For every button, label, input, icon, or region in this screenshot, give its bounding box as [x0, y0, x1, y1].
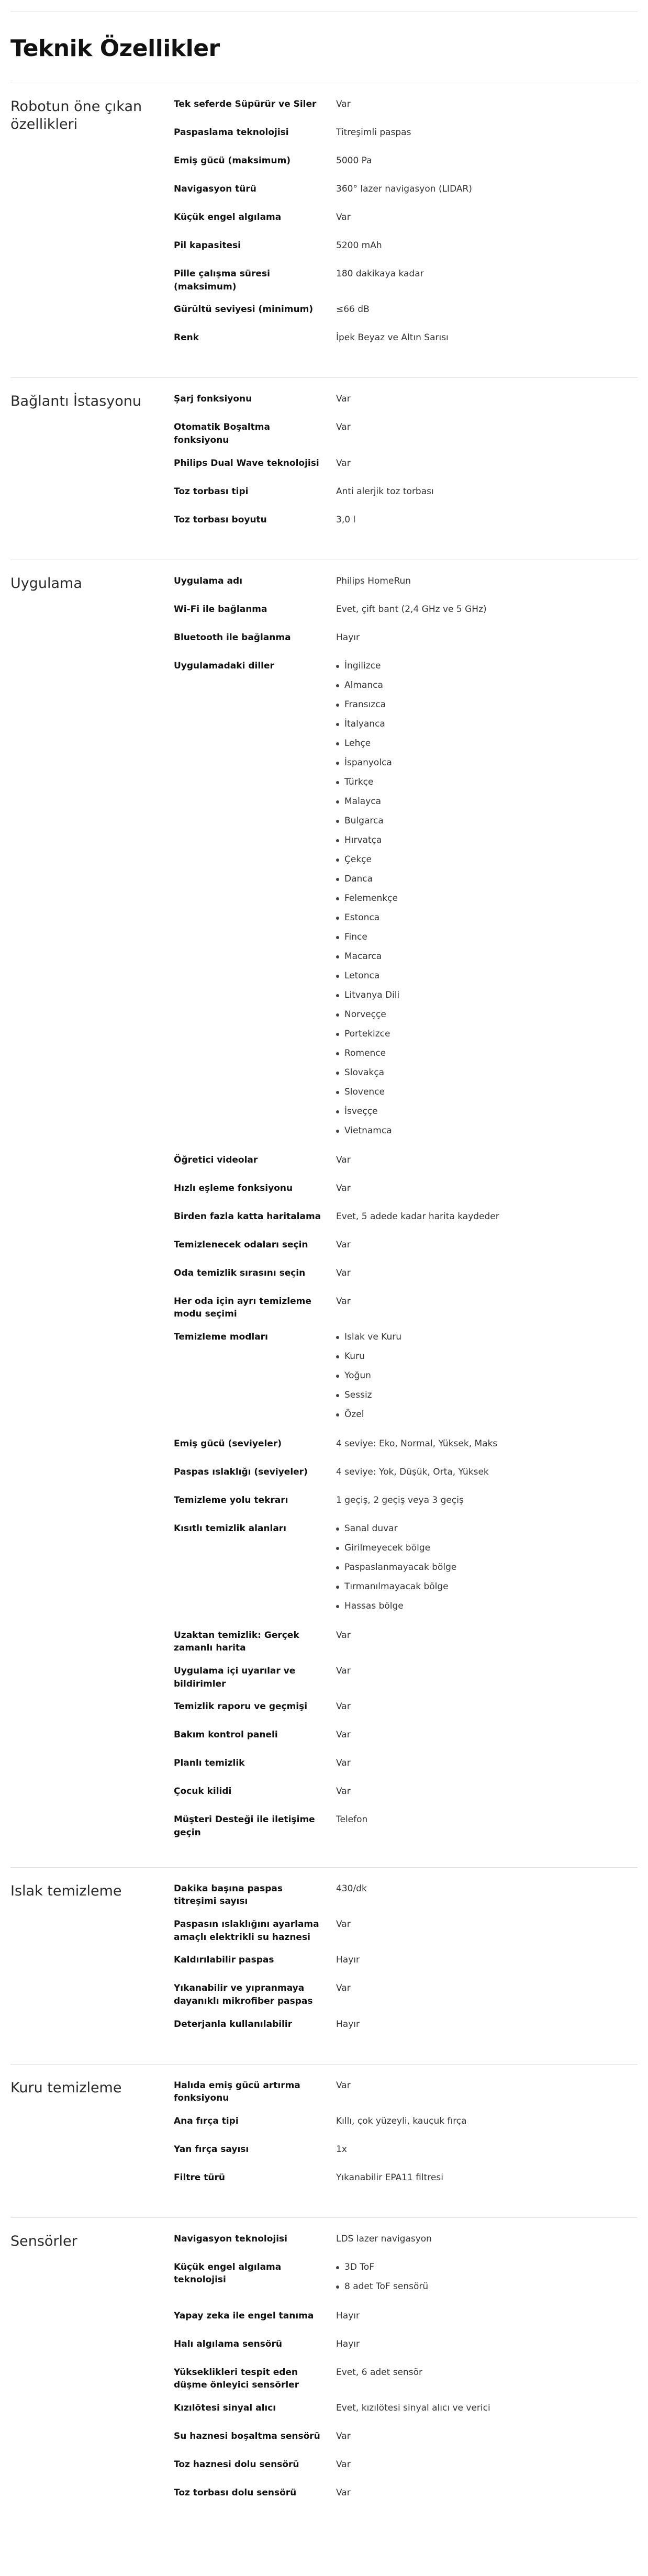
spec-value: 5000 Pa — [336, 155, 372, 166]
list-item: Litvanya Dili — [336, 989, 638, 1008]
spec-label: Paspasın ıslaklığını ayarlama amaçlı elektrikli su haznesi — [174, 1919, 319, 1943]
spec-label: Temizlenecek odaları seçin — [174, 1239, 308, 1250]
spec-row — [174, 2430, 638, 2458]
spec-label: Halı algılama sensörü — [174, 2338, 283, 2349]
spec-value: Anti alerjik toz torbası — [336, 486, 434, 497]
spec-rows — [174, 98, 638, 360]
spec-label: Navigasyon teknolojisi — [174, 2233, 287, 2244]
spec-label: Otomatik Boşaltma fonksiyonu — [174, 422, 270, 445]
list-item: Portekizce — [336, 1028, 638, 1047]
spec-label: Küçük engel algılama — [174, 212, 282, 222]
spec-section — [10, 2217, 638, 2533]
spec-row — [174, 1982, 638, 2017]
section-title: Uygulama — [10, 575, 82, 592]
spec-row — [174, 1331, 638, 1437]
spec-label: Pille çalışma süresi (maksimum) — [174, 269, 270, 292]
spec-row — [174, 2261, 638, 2310]
spec-label: Kızılötesi sinyal alıcı — [174, 2403, 276, 2414]
spec-label: Yıkanabilir ve yıpranmaya dayanıklı mikrofiber paspas — [174, 1983, 313, 2006]
list-item: Slovakça — [336, 1066, 638, 1086]
spec-value: Kıllı, çok yüzeyli, kauçuk fırça — [336, 2115, 467, 2126]
spec-label: Şarj fonksiyonu — [174, 394, 252, 405]
list-item: Danca — [336, 873, 638, 892]
spec-row — [174, 303, 638, 331]
spec-value — [336, 1331, 638, 1428]
spec-row — [174, 211, 638, 239]
spec-label: Çocuk kilidi — [174, 1786, 232, 1797]
list-item: Letonca — [336, 969, 638, 989]
list-item: Macarca — [336, 950, 638, 969]
spec-row — [174, 239, 638, 267]
spec-value-list — [336, 660, 638, 1144]
spec-row — [174, 457, 638, 485]
spec-label: Halıda emiş gücü artırma fonksiyonu — [174, 2080, 300, 2104]
list-item: Yoğun — [336, 1369, 638, 1389]
spec-value: Philips HomeRun — [336, 575, 411, 586]
spec-row — [174, 98, 638, 126]
spec-value: LDS lazer navigasyon — [336, 2233, 432, 2244]
spec-row — [174, 421, 638, 456]
section-title: Kuru temizleme — [10, 2079, 122, 2096]
spec-label: Deterjanla kullanılabilir — [174, 2019, 293, 2029]
spec-row — [174, 2366, 638, 2402]
spec-value: Evet, 6 adet sensör — [336, 2367, 423, 2378]
spec-row — [174, 2079, 638, 2115]
spec-value: 5200 mAh — [336, 240, 382, 251]
spec-row — [174, 2171, 638, 2200]
spec-row — [174, 1629, 638, 1665]
spec-value: Var — [336, 2431, 351, 2442]
spec-value: Var — [336, 212, 351, 222]
spec-value: 1x — [336, 2144, 347, 2155]
spec-value: Var — [336, 1296, 351, 1307]
spec-row — [174, 1154, 638, 1182]
spec-value: ≤66 dB — [336, 304, 370, 315]
spec-row — [174, 603, 638, 631]
spec-label: Oda temizlik sırasını seçin — [174, 1267, 306, 1278]
spec-label: Emiş gücü (seviyeler) — [174, 1438, 282, 1449]
list-item: Islak ve Kuru — [336, 1331, 638, 1350]
spec-row — [174, 154, 638, 183]
spec-value: Var — [336, 1183, 351, 1194]
spec-label: Müşteri Desteği ile iletişime geçin — [174, 1814, 315, 1838]
spec-value-list — [336, 1522, 638, 1619]
spec-row — [174, 1210, 638, 1239]
spec-label: Öğretici videolar — [174, 1154, 258, 1165]
list-item: Sessiz — [336, 1389, 638, 1408]
spec-row — [174, 2233, 638, 2261]
spec-value: 430/dk — [336, 1883, 367, 1894]
spec-section — [10, 1867, 638, 2064]
spec-value: Var — [336, 2459, 351, 2470]
spec-row — [174, 1665, 638, 1700]
list-item: Vietnamca — [336, 1124, 638, 1144]
spec-value: Hayır — [336, 1955, 360, 1966]
spec-value: Evet, kızılötesi sinyal alıcı ve verici — [336, 2403, 490, 2414]
spec-value: Var — [336, 1730, 351, 1741]
spec-value: Var — [336, 1786, 351, 1797]
spec-row — [174, 1700, 638, 1729]
spec-row — [174, 1522, 638, 1629]
spec-label: Temizlik raporu ve geçmişi — [174, 1701, 308, 1712]
spec-value: Var — [336, 99, 351, 109]
spec-value: Titreşimli paspas — [336, 127, 411, 138]
spec-label: Gürültü seviyesi (minimum) — [174, 304, 314, 315]
spec-label: Ana fırça tipi — [174, 2115, 239, 2126]
spec-rows — [174, 393, 638, 541]
spec-label: Temizleme modları — [174, 1331, 268, 1342]
spec-value: Hayır — [336, 2338, 360, 2349]
spec-value: Evet, çift bant (2,4 GHz ve 5 GHz) — [336, 604, 487, 615]
list-item: Hırvatça — [336, 834, 638, 853]
spec-row — [174, 1882, 638, 1918]
spec-value: 180 dakikaya kadar — [336, 269, 424, 279]
spec-row — [174, 126, 638, 154]
list-item: Almanca — [336, 679, 638, 698]
list-item: Sanal duvar — [336, 1522, 638, 1542]
spec-label: Bluetooth ile bağlanma — [174, 632, 291, 643]
list-item: Malayca — [336, 795, 638, 815]
spec-row — [174, 514, 638, 542]
spec-row — [174, 331, 638, 360]
list-item: Norveççe — [336, 1008, 638, 1028]
spec-value: Hayır — [336, 632, 360, 643]
page-title: Teknik Özellikler — [10, 35, 220, 62]
spec-row — [174, 1267, 638, 1295]
spec-label: Uzaktan temizlik: Gerçek zamanlı harita — [174, 1630, 299, 1654]
spec-value: Var — [336, 1239, 351, 1250]
section-title: Sensörler — [10, 2233, 77, 2249]
spec-row — [174, 2018, 638, 2046]
section-title: Robotun öne çıkan özellikleri — [10, 98, 142, 132]
spec-label: Filtre türü — [174, 2172, 225, 2183]
spec-value: Var — [336, 1919, 351, 1930]
list-item: Paspaslanmayacak bölge — [336, 1561, 638, 1580]
spec-value: 360° lazer navigasyon (LIDAR) — [336, 184, 472, 194]
spec-rows — [174, 2233, 638, 2515]
spec-label: Wi-Fi ile bağlanma — [174, 604, 267, 615]
spec-row — [174, 1785, 638, 1813]
list-item: Türkçe — [336, 776, 638, 795]
list-item: 8 adet ToF sensörü — [336, 2280, 638, 2300]
spec-value: Evet, 5 adede kadar harita kaydeder — [336, 1211, 499, 1222]
spec-row — [174, 267, 638, 303]
spec-section — [10, 560, 638, 1867]
spec-label: Küçük engel algılama teknolojisi — [174, 2261, 282, 2285]
spec-rows — [174, 1882, 638, 2046]
spec-value: 4 seviye: Yok, Düşük, Orta, Yüksek — [336, 1466, 489, 1477]
spec-row — [174, 2115, 638, 2143]
spec-row — [174, 485, 638, 514]
spec-value: Var — [336, 422, 351, 433]
spec-value: Yıkanabilir EPA11 filtresi — [336, 2172, 443, 2183]
spec-label: Hızlı eşleme fonksiyonu — [174, 1183, 293, 1194]
spec-row — [174, 393, 638, 421]
spec-value: Var — [336, 458, 351, 469]
spec-value: Var — [336, 394, 351, 405]
spec-row — [174, 660, 638, 1154]
spec-row — [174, 1918, 638, 1954]
spec-label: Toz haznesi dolu sensörü — [174, 2459, 299, 2470]
spec-value: 3,0 l — [336, 514, 356, 525]
spec-value: 4 seviye: Eko, Normal, Yüksek, Maks — [336, 1438, 498, 1449]
list-item: Kuru — [336, 1350, 638, 1369]
spec-rows — [174, 575, 638, 1849]
spec-label: Emiş gücü (maksimum) — [174, 155, 291, 166]
spec-row — [174, 183, 638, 211]
spec-label: Planlı temizlik — [174, 1758, 245, 1769]
spec-label: Toz torbası tipi — [174, 486, 249, 497]
spec-row — [174, 1757, 638, 1785]
spec-label: Toz torbası dolu sensörü — [174, 2488, 297, 2499]
spec-row — [174, 1729, 638, 1757]
spec-value: Var — [336, 1758, 351, 1769]
list-item: Lehçe — [336, 737, 638, 756]
spec-label: Kaldırılabilir paspas — [174, 1955, 274, 1966]
spec-value: Var — [336, 2080, 351, 2091]
list-item: Fransızca — [336, 698, 638, 718]
spec-value-list — [336, 2261, 638, 2300]
spec-label: Kısıtlı temizlik alanları — [174, 1523, 286, 1534]
section-title: Islak temizleme — [10, 1882, 122, 1899]
spec-label: Navigasyon türü — [174, 184, 256, 194]
list-item: İsveççe — [336, 1105, 638, 1124]
list-item: Slovence — [336, 1086, 638, 1105]
spec-rows — [174, 2079, 638, 2200]
spec-sections — [10, 83, 638, 2533]
list-item: 3D ToF — [336, 2261, 638, 2280]
spec-value — [336, 2261, 638, 2300]
spec-row — [174, 1182, 638, 1210]
spec-label: Uygulamadaki diller — [174, 660, 274, 671]
spec-row — [174, 2338, 638, 2366]
spec-label: Uygulama adı — [174, 575, 243, 586]
spec-label: Su haznesi boşaltma sensörü — [174, 2431, 320, 2442]
spec-value: Var — [336, 2488, 351, 2499]
section-title: Bağlantı İstasyonu — [10, 393, 141, 410]
spec-row — [174, 1466, 638, 1494]
spec-value: Hayır — [336, 2310, 360, 2321]
list-item: Girilmeyecek bölge — [336, 1542, 638, 1561]
spec-label: Yükseklikleri tespit eden düşme önleyici sensörler — [174, 2367, 299, 2391]
spec-label: Birden fazla katta haritalama — [174, 1211, 321, 1222]
list-item: Fince — [336, 931, 638, 950]
spec-value: Telefon — [336, 1814, 368, 1825]
spec-label: Yapay zeka ile engel tanıma — [174, 2310, 314, 2321]
list-item: İtalyanca — [336, 718, 638, 737]
spec-label: Paspaslama teknolojisi — [174, 127, 289, 138]
spec-value: Var — [336, 1666, 351, 1677]
spec-value: Hayır — [336, 2019, 360, 2029]
spec-row — [174, 575, 638, 603]
spec-value — [336, 1522, 638, 1619]
list-item: İngilizce — [336, 660, 638, 679]
list-item: Estonca — [336, 911, 638, 931]
spec-label: Philips Dual Wave teknolojisi — [174, 458, 319, 469]
spec-label: Uygulama içi uyarılar ve bildirimler — [174, 1666, 296, 1689]
spec-label: Yan fırça sayısı — [174, 2144, 249, 2155]
spec-value — [336, 660, 638, 1144]
spec-row — [174, 1954, 638, 1982]
spec-row — [174, 1239, 638, 1267]
spec-label: Temizleme yolu tekrarı — [174, 1495, 288, 1506]
spec-value: 1 geçiş, 2 geçiş veya 3 geçiş — [336, 1495, 464, 1506]
list-item: Bulgarca — [336, 815, 638, 834]
spec-row — [174, 1295, 638, 1331]
spec-label: Tek seferde Süpürür ve Siler — [174, 99, 317, 109]
spec-row — [174, 2310, 638, 2338]
spec-row — [174, 1437, 638, 1466]
spec-row — [174, 2458, 638, 2486]
spec-section — [10, 377, 638, 559]
spec-label: Bakım kontrol paneli — [174, 1730, 278, 1741]
spec-row — [174, 2143, 638, 2171]
spec-section — [10, 2064, 638, 2217]
spec-label: Renk — [174, 332, 199, 343]
spec-label: Dakika başına paspas titreşimi sayısı — [174, 1883, 283, 1907]
list-item: İspanyolca — [336, 756, 638, 776]
spec-value: Var — [336, 1267, 351, 1278]
list-item: Tırmanılmayacak bölge — [336, 1580, 638, 1600]
spec-value-list — [336, 1331, 638, 1428]
list-item: Felemenkçe — [336, 892, 638, 911]
spec-row — [174, 1494, 638, 1522]
spec-label: Pil kapasitesi — [174, 240, 241, 251]
spec-section — [10, 83, 638, 377]
spec-value: İpek Beyaz ve Altın Sarısı — [336, 332, 449, 343]
spec-value: Var — [336, 1983, 351, 1994]
list-item: Hassas bölge — [336, 1600, 638, 1619]
spec-row — [174, 2402, 638, 2430]
list-item: Romence — [336, 1047, 638, 1066]
list-item: Özel — [336, 1408, 638, 1428]
spec-row — [174, 631, 638, 660]
spec-row — [174, 1813, 638, 1849]
spec-label: Paspas ıslaklığı (seviyeler) — [174, 1466, 308, 1477]
spec-label: Her oda için ayrı temizleme modu seçimi — [174, 1296, 311, 1320]
spec-value: Var — [336, 1630, 351, 1641]
spec-row — [174, 2486, 638, 2515]
spec-value: Var — [336, 1701, 351, 1712]
list-item: Çekçe — [336, 853, 638, 873]
spec-label: Toz torbası boyutu — [174, 514, 267, 525]
spec-value: Var — [336, 1154, 351, 1165]
